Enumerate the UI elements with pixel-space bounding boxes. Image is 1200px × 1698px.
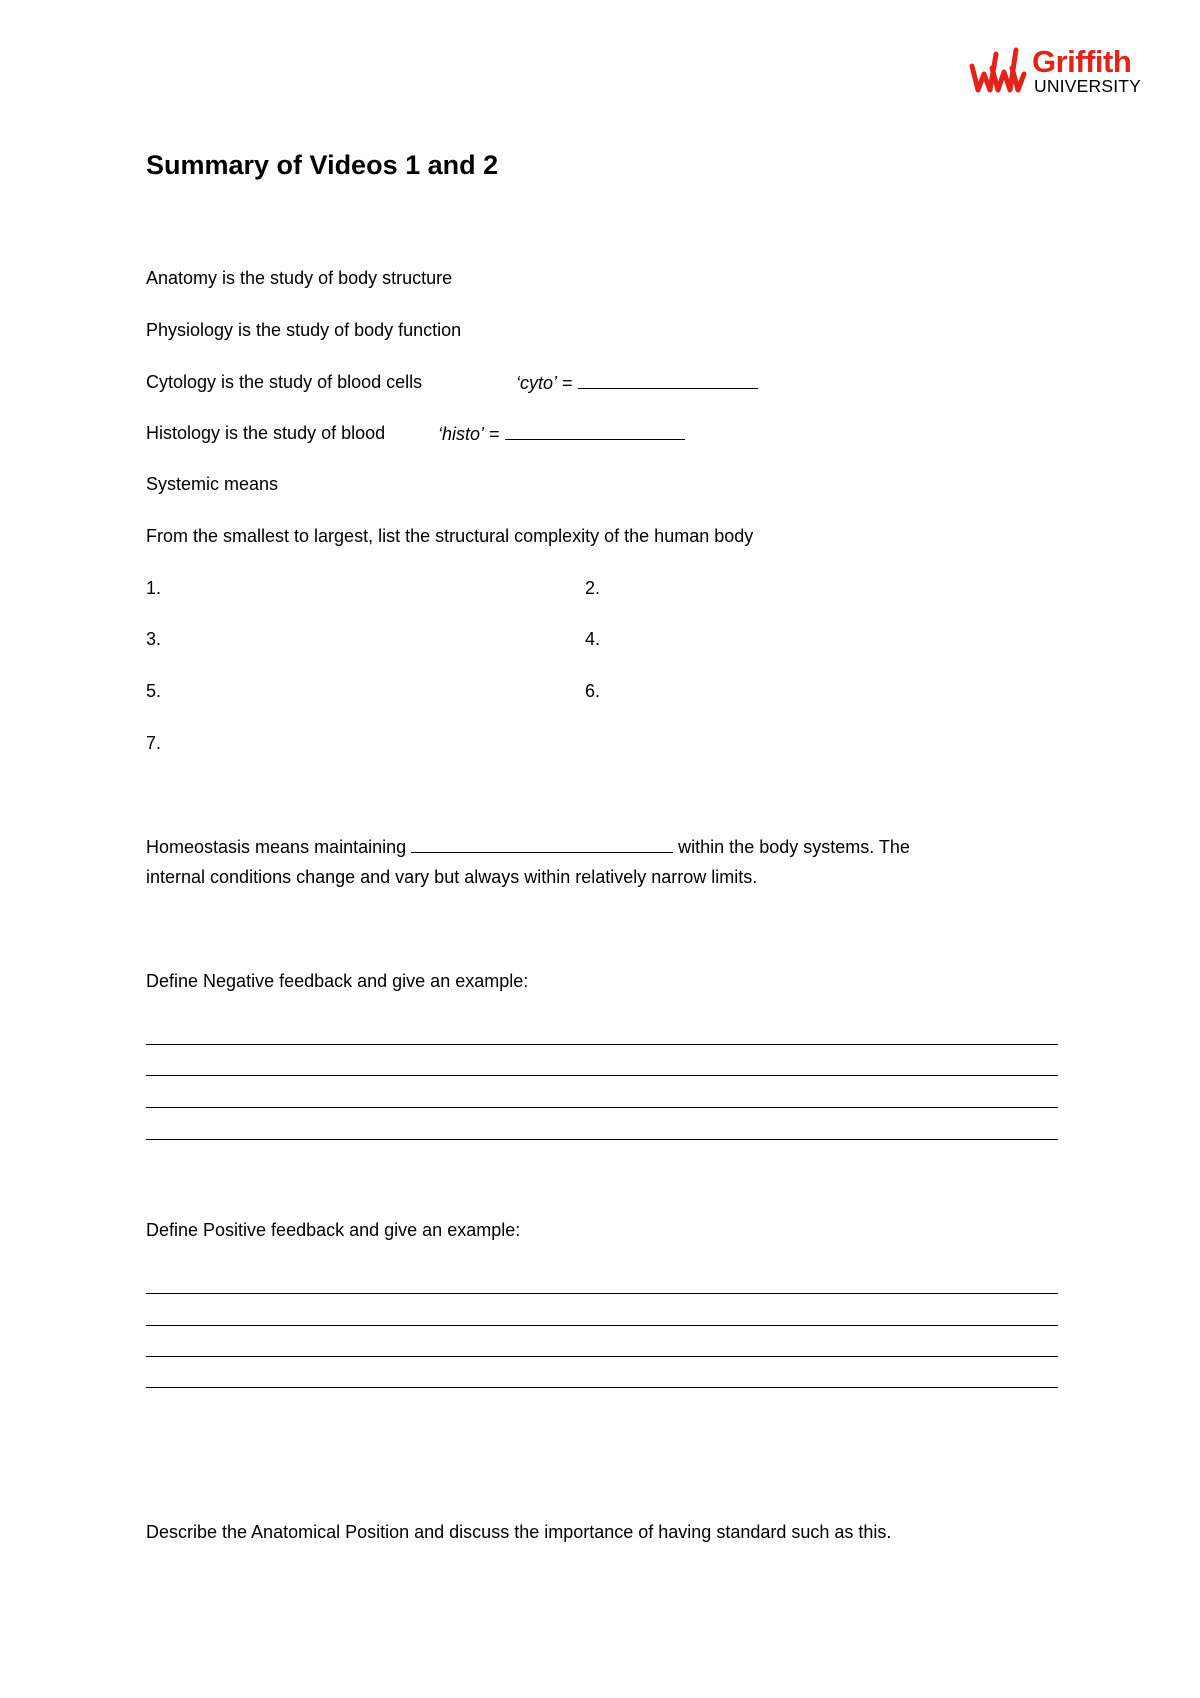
page-title: Summary of Videos 1 and 2 [146, 150, 499, 180]
histology-definition: Histology is the study of blood [146, 423, 386, 443]
complexity-item-7: 7. [146, 733, 162, 753]
cyto-term-row [516, 370, 758, 395]
positive-answer-line[interactable] [146, 1293, 1058, 1294]
negative-answer-line[interactable] [146, 1107, 1058, 1108]
griffith-university-logo [968, 44, 1152, 98]
complexity-item-4: 4. [585, 629, 601, 649]
cytology-definition: Cytology is the study of blood cells [146, 372, 423, 392]
logo-subtitle: UNIVERSITY [1034, 76, 1142, 96]
positive-answer-line[interactable] [146, 1387, 1058, 1388]
negative-answer-line[interactable] [146, 1075, 1058, 1076]
positive-answer-line[interactable] [146, 1325, 1058, 1326]
anatomical-position-prompt: Describe the Anatomical Position and discuss the importance of having standard such as this. [146, 1522, 892, 1542]
cyto-equals: = [562, 373, 573, 393]
histo-answer-blank[interactable] [505, 421, 685, 440]
griffith-emblem-icon [968, 44, 1030, 98]
complexity-item-5: 5. [146, 681, 162, 701]
positive-feedback-prompt: Define Positive feedback and give an example: [146, 1220, 521, 1240]
homeostasis-suffix: within the body systems. The [678, 837, 910, 857]
cyto-term: ‘cyto’ [516, 373, 558, 393]
complexity-item-2: 2. [585, 578, 601, 598]
histo-equals: = [489, 424, 500, 444]
logo-wordmark: Griffith [1032, 44, 1132, 79]
complexity-item-1: 1. [146, 578, 162, 598]
negative-answer-line[interactable] [146, 1139, 1058, 1140]
homeostasis-prefix: Homeostasis means maintaining [146, 837, 407, 857]
histo-term: ‘histo’ [438, 424, 485, 444]
homeostasis-continuation: internal conditions change and vary but always within relatively narrow limits. [146, 867, 758, 887]
complexity-prompt: From the smallest to largest, list the structural complexity of the human body [146, 526, 754, 546]
negative-answer-line[interactable] [146, 1044, 1058, 1045]
negative-feedback-prompt: Define Negative feedback and give an example: [146, 971, 529, 991]
complexity-item-3: 3. [146, 629, 162, 649]
systemic-prompt: Systemic means [146, 474, 279, 494]
physiology-definition: Physiology is the study of body function [146, 320, 462, 340]
cyto-answer-blank[interactable] [578, 370, 758, 389]
positive-answer-line[interactable] [146, 1356, 1058, 1357]
homeostasis-answer-blank[interactable] [411, 834, 673, 853]
homeostasis-line [146, 834, 910, 859]
anatomy-definition: Anatomy is the study of body structure [146, 268, 453, 288]
histo-term-row [438, 421, 685, 446]
complexity-item-6: 6. [585, 681, 601, 701]
